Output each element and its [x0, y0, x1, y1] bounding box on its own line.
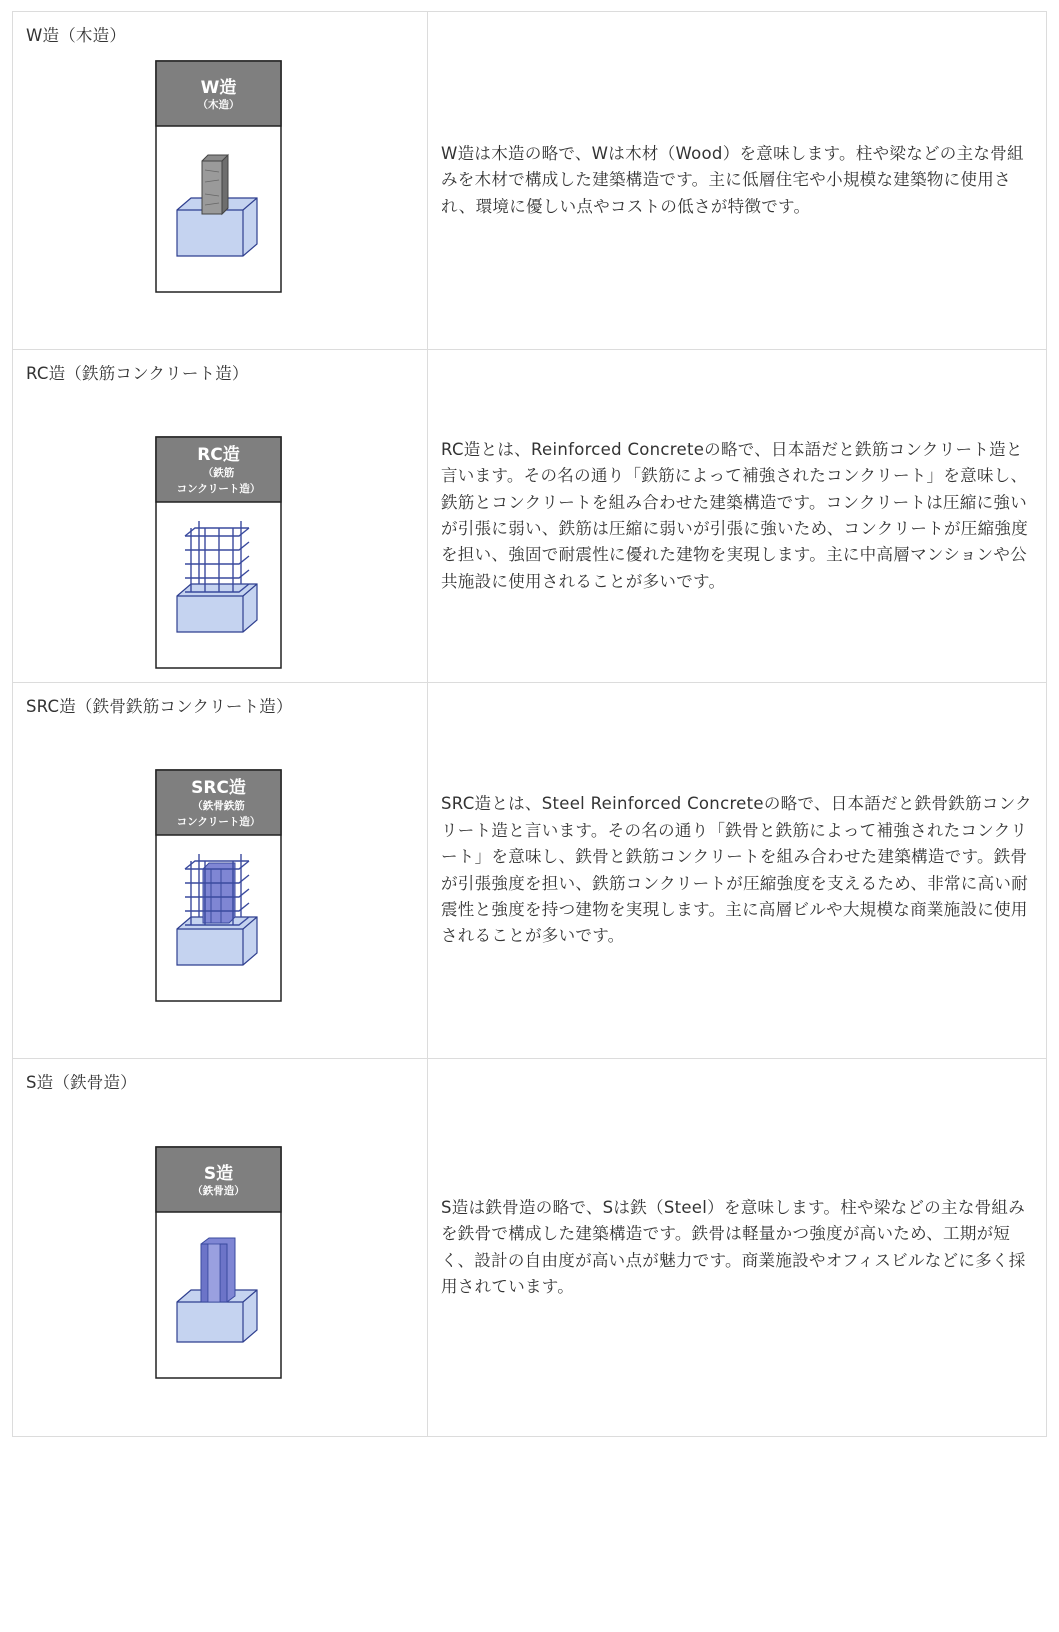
structure-description-cell: [428, 683, 1047, 1059]
badge-sub-label: （鉄骨造）: [192, 1185, 245, 1197]
badge-sub-label: （木造）: [197, 99, 240, 111]
structure-description-cell: [428, 12, 1047, 350]
badge-main-label: W造: [200, 78, 237, 98]
badge-sub-label: （鉄筋: [202, 467, 235, 479]
structure-description: W造は木造の略で、Wは木材（Wood）を意味します。柱や梁などの主な骨組みを木材で構成した建築構造です。主に低層住宅や小規模な建築物に使用され、環境に優しい点やコストの低さが特徴です。: [441, 143, 1024, 216]
badge-sub-label-2: コンクリート造）: [176, 816, 261, 828]
structure-name-cell: [13, 1059, 428, 1437]
structure-name-cell: [13, 683, 428, 1059]
structure-table: [12, 11, 1047, 1437]
structure-name-cell: [13, 350, 428, 683]
table-row: [13, 683, 1047, 1059]
table-row: [13, 1059, 1047, 1437]
structure-description-cell: [428, 1059, 1047, 1437]
rc-structure-illustration: [155, 436, 282, 669]
badge-sub-label-2: コンクリート造）: [176, 483, 261, 495]
badge-sub-label: （鉄骨鉄筋: [192, 800, 245, 812]
src-structure-illustration: [155, 769, 282, 1002]
structure-title: SRC造（鉄骨鉄筋コンクリート造）: [26, 697, 293, 716]
wood-structure-illustration: [155, 60, 282, 293]
badge-main-label: SRC造: [191, 778, 246, 798]
structure-description: RC造とは、Reinforced Concreteの略で、日本語だと鉄筋コンクリート造と言います。その名の通り「鉄筋によって補強されたコンクリート」を意味し、鉄筋とコンクリートを組み合わせた建築構造です。コンクリートは圧縮に強いが引張に弱い、鉄筋は圧縮に弱いが引張に強いため、コンクリートが圧縮強度を担い、強固で耐震性に優れた建物を実現します。主に中高層マンションや公共施設に使用されることが多いです。: [441, 439, 1029, 591]
structure-title: S造（鉄骨造）: [26, 1073, 137, 1092]
steel-structure-illustration: [155, 1146, 282, 1379]
structure-name-cell: [13, 12, 428, 350]
table-row: [13, 350, 1047, 683]
badge-main-label: S造: [203, 1164, 234, 1184]
structure-description: SRC造とは、Steel Reinforced Concreteの略で、日本語だと鉄骨鉄筋コンクリート造と言います。その名の通り「鉄骨と鉄筋によって補強されたコンクリート」を意味し、鉄骨と鉄筋コンクリートを組み合わせた建築構造です。鉄骨が引張強度を担い、鉄筋コンクリートが圧縮強度を支えるため、非常に高い耐震性と強度を持つ建物を実現します。主に高層ビルや大規模な商業施設に使用されることが多いです。: [441, 794, 1032, 946]
structure-title: W造（木造）: [26, 26, 127, 45]
structure-description-cell: [428, 350, 1047, 683]
table-row: [13, 12, 1047, 350]
structure-description: S造は鉄骨造の略で、Sは鉄（Steel）を意味します。柱や梁などの主な骨組みを鉄骨で構成した建築構造です。鉄骨は軽量かつ強度が高いため、工期が短く、設計の自由度が高い点が魅力です。商業施設やオフィスビルなどに多く採用されています。: [441, 1197, 1026, 1296]
structure-title: RC造（鉄筋コンクリート造）: [26, 364, 249, 383]
badge-main-label: RC造: [197, 445, 240, 465]
